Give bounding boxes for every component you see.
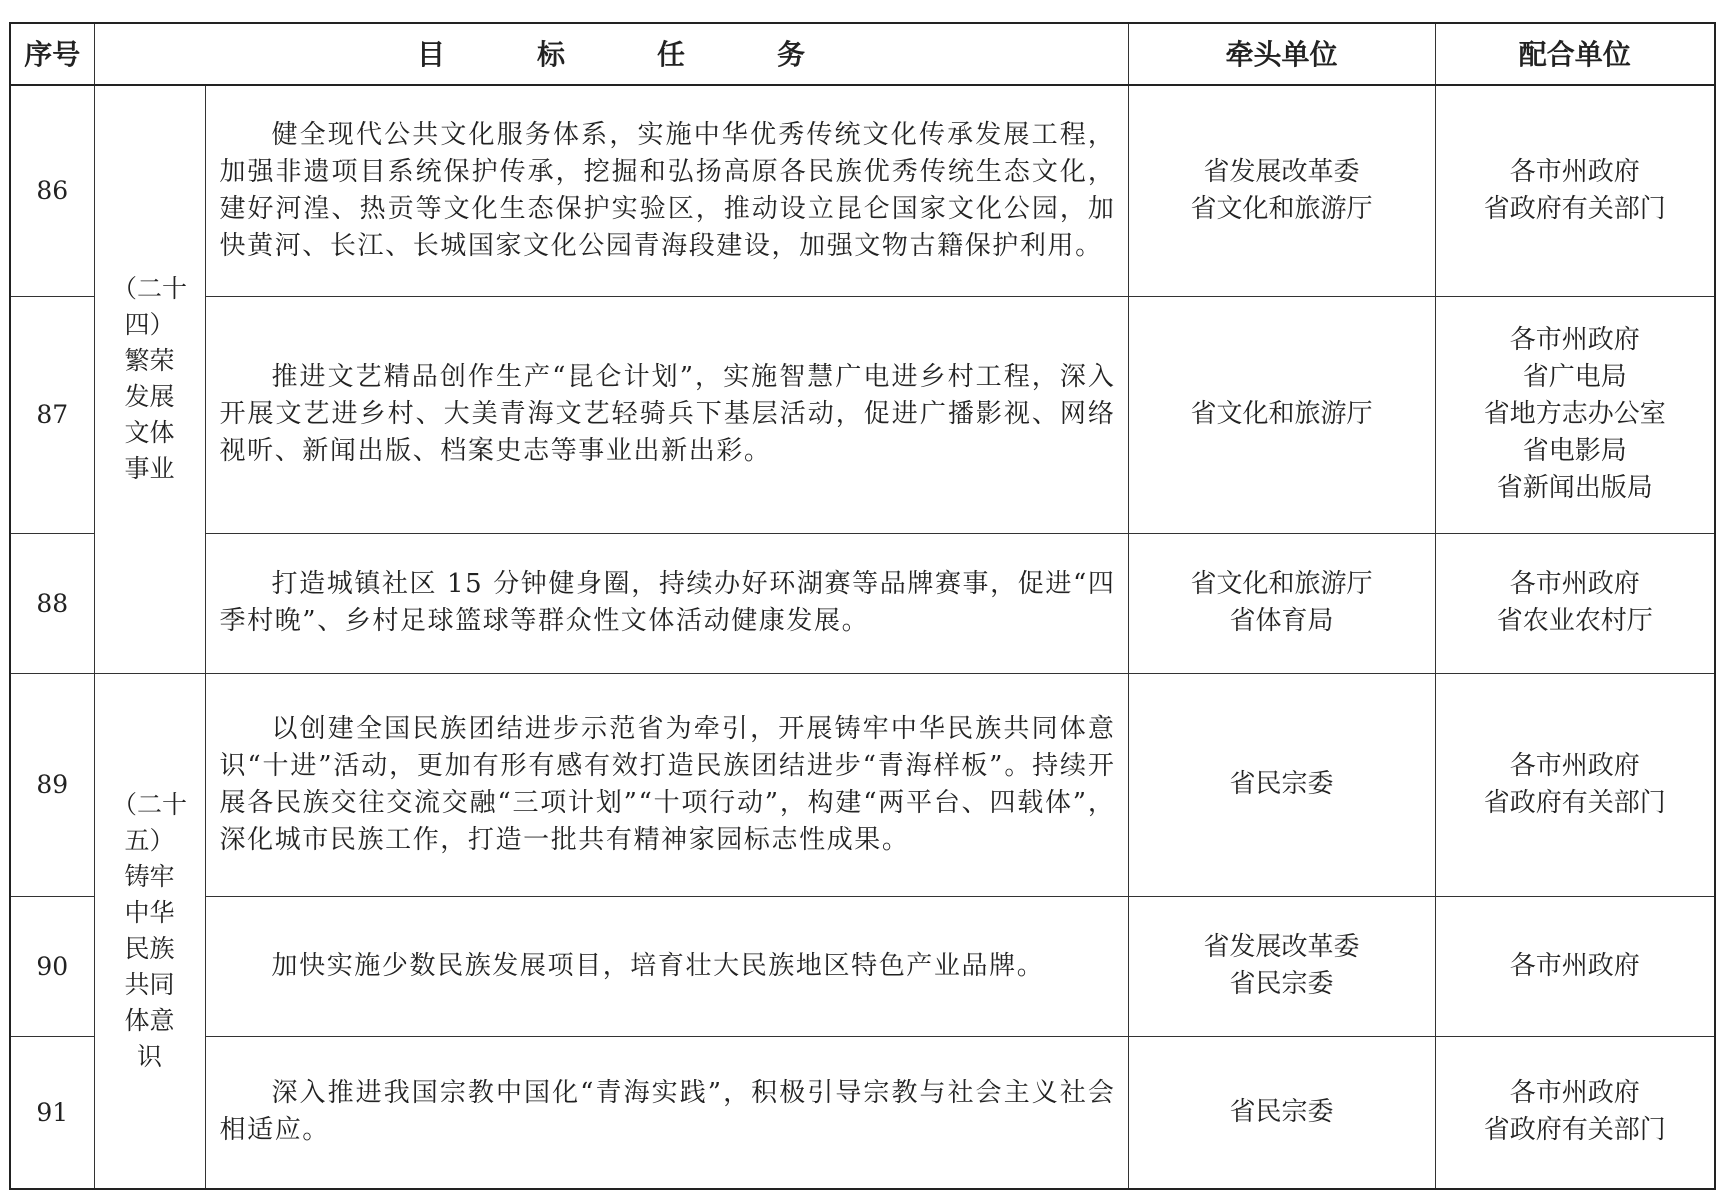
task-text	[205, 533, 1128, 673]
table-row	[10, 85, 1715, 296]
category-title-line: 繁荣	[124, 346, 175, 376]
header-task-char: 标	[536, 37, 565, 71]
coop-unit-line: 各市州政府	[1509, 156, 1640, 187]
header-lead-unit: 牵头单位	[1128, 23, 1435, 85]
task-table	[9, 22, 1716, 1190]
category-number: （二十四）	[111, 274, 187, 340]
lead-unit-line: 省民宗委	[1229, 769, 1334, 799]
coop-unit-line: 各市州政府	[1509, 950, 1640, 981]
coop-unit-line: 各市州政府	[1509, 1078, 1640, 1109]
category-title-line: 民族	[124, 933, 175, 963]
coop-unit-line: 各市州政府	[1509, 569, 1640, 599]
lead-unit-line: 省发展改革委	[1203, 156, 1360, 187]
coop-unit-line: 省农业农村厅	[1496, 606, 1653, 636]
row-index: 90	[10, 896, 94, 1036]
lead-unit-line: 省民宗委	[1229, 1096, 1334, 1127]
coop-unit	[1435, 896, 1715, 1036]
category-title-line: 共同	[124, 969, 175, 999]
header-task-char: 务	[776, 37, 805, 71]
lead-unit-line: 省文化和旅游厅	[1190, 193, 1373, 224]
row-index: 86	[10, 85, 94, 296]
category-title-line: 体意	[124, 1005, 175, 1035]
header-task	[94, 23, 1128, 85]
lead-unit	[1128, 533, 1435, 673]
category-number: （二十五）	[111, 789, 187, 855]
header-row	[10, 23, 1715, 85]
coop-unit-line: 省新闻出版局	[1496, 473, 1653, 503]
header-task-char: 目	[416, 37, 445, 71]
coop-unit-line: 各市州政府	[1509, 325, 1640, 355]
category-title-line: 中华	[124, 897, 175, 927]
lead-unit	[1128, 673, 1435, 896]
coop-unit	[1435, 1036, 1715, 1189]
category-title-line: 识	[136, 1041, 162, 1071]
category-cell	[94, 85, 205, 673]
task-paragraph: 加快实施少数民族发展项目，培育壮大民族地区特色产业品牌。	[271, 950, 1045, 981]
lead-unit-line: 省体育局	[1229, 606, 1334, 636]
lead-unit	[1128, 1036, 1435, 1189]
coop-unit-line: 省政府有关部门	[1483, 1115, 1666, 1146]
category-title-line: 发展	[124, 382, 175, 412]
table-row	[10, 296, 1715, 533]
header-coop-unit: 配合单位	[1435, 23, 1715, 85]
header-index: 序号	[10, 23, 94, 85]
coop-unit	[1435, 673, 1715, 896]
coop-unit	[1435, 85, 1715, 296]
task-text	[205, 1036, 1128, 1189]
table-row	[10, 533, 1715, 673]
coop-unit-line: 省广电局	[1522, 362, 1627, 392]
task-text	[205, 896, 1128, 1036]
task-text	[205, 673, 1128, 896]
row-index: 91	[10, 1036, 94, 1189]
table-row	[10, 1036, 1715, 1189]
coop-unit	[1435, 296, 1715, 533]
row-index: 89	[10, 673, 94, 896]
header-task-char: 任	[656, 37, 685, 71]
coop-unit-line: 省政府有关部门	[1483, 787, 1666, 818]
lead-unit-line: 省文化和旅游厅	[1190, 569, 1373, 599]
task-text	[205, 85, 1128, 296]
lead-unit	[1128, 896, 1435, 1036]
task-paragraph: 以创建全国民族团结进步示范省为牵引，开展铸牢中华民族共同体意识“十进”活动，更加有形有感有效打造民族团结进步“青海样板”。持续开展各民族交往交流交融“三项计划”“十项行动”，构建“两平台、四载体”，深化城市民族工作，打造一批共有精神家园标志性成果。	[219, 713, 1116, 855]
task-text	[205, 296, 1128, 533]
table-row	[10, 896, 1715, 1036]
lead-unit-line: 省民宗委	[1229, 969, 1334, 999]
coop-unit	[1435, 533, 1715, 673]
coop-unit-line: 省电影局	[1522, 436, 1627, 466]
category-cell	[94, 673, 205, 1189]
row-index: 87	[10, 296, 94, 533]
category-title-line: 事业	[124, 454, 175, 484]
row-index: 88	[10, 533, 94, 673]
task-paragraph: 推进文艺精品创作生产“昆仑计划”，实施智慧广电进乡村工程，深入开展文艺进乡村、大美青海文艺轻骑兵下基层活动，促进广播影视、网络视听、新闻出版、档案史志等事业出新出彩。	[219, 362, 1116, 466]
task-paragraph: 健全现代公共文化服务体系，实施中华优秀传统文化传承发展工程，加强非遗项目系统保护传承，挖掘和弘扬高原各民族优秀传统生态文化，建好河湟、热贡等文化生态保护实验区，推动设立昆仑国家文化公园，加快黄河、长江、长城国家文化公园青海段建设，加强文物古籍保护利用。	[219, 119, 1116, 261]
coop-unit-line: 各市州政府	[1509, 750, 1640, 781]
task-paragraph: 打造城镇社区 15 分钟健身圈，持续办好环湖赛等品牌赛事，促进“四季村晚”、乡村足球篮球等群众性文体活动健康发展。	[219, 569, 1116, 636]
task-paragraph: 深入推进我国宗教中国化“青海实践”，积极引导宗教与社会主义社会相适应。	[219, 1078, 1116, 1146]
table-row	[10, 673, 1715, 896]
lead-unit-line: 省文化和旅游厅	[1190, 399, 1373, 429]
category-title-line: 铸牢	[124, 861, 175, 891]
coop-unit-line: 省政府有关部门	[1483, 193, 1666, 224]
category-title-line: 文体	[124, 418, 175, 448]
lead-unit	[1128, 85, 1435, 296]
lead-unit	[1128, 296, 1435, 533]
lead-unit-line: 省发展改革委	[1203, 932, 1360, 962]
coop-unit-line: 省地方志办公室	[1483, 399, 1666, 429]
